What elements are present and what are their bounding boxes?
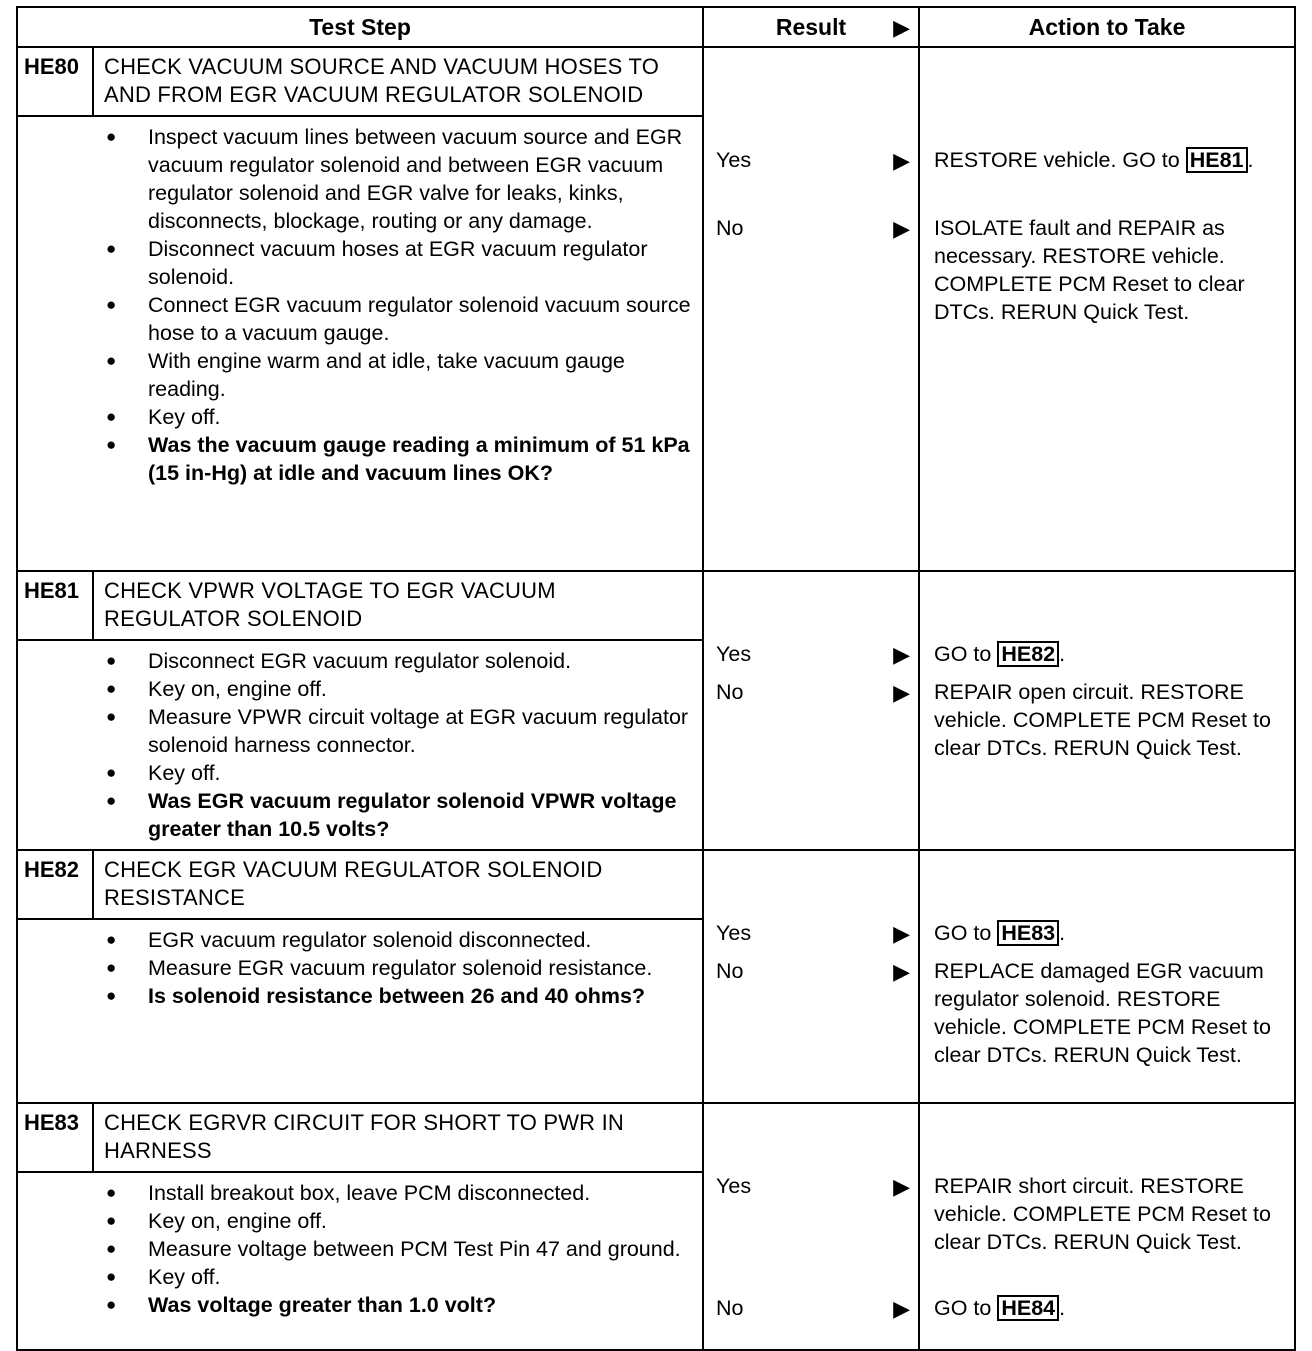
instruction-item: ● Connect EGR vacuum regulator solenoid vacuum source hose to a vacuum gauge. [106,291,692,347]
test-row [17,571,1295,850]
instruction-item: ● Key off. [106,1263,692,1291]
instruction-item: ● EGR vacuum regulator solenoid disconnected. [106,926,692,954]
result-option [716,1296,910,1321]
action-text [934,214,1288,326]
action-instruction: RESTORE vehicle. GO to [934,148,1186,172]
result-option [716,680,910,705]
result-option [716,921,910,946]
result-option [716,216,910,241]
step-reference-link[interactable]: HE82 [997,641,1059,667]
action-instruction: ISOLATE fault and REPAIR as necessary. RESTORE vehicle. COMPLETE PCM Reset to clear DTCs. RERUN Quick Test. [934,216,1245,324]
action-instruction: GO to [934,921,998,945]
step-id: HE82 [18,851,94,918]
step-instructions [18,1173,702,1325]
step-question: ● Is solenoid resistance between 26 and 40 ohms? [106,982,692,1010]
action-instruction: REPAIR open circuit. RESTORE vehicle. COMPLETE PCM Reset to clear DTCs. RERUN Quick Test. [934,680,1271,760]
step-reference-link[interactable]: HE83 [997,920,1059,946]
result-cell [703,571,919,850]
instruction-item: ● Measure VPWR circuit voltage at EGR vacuum regulator solenoid harness connector. [106,703,692,759]
instruction-item: ● Key off. [106,403,692,431]
step-header [18,1104,702,1173]
step-header [18,851,702,920]
action-text [934,640,1288,668]
step-instructions [18,920,702,1016]
result-label: Yes [716,148,752,172]
result-label: Yes [716,642,752,666]
instruction-item: ● Key on, engine off. [106,1207,692,1235]
step-title: CHECK EGR VACUUM REGULATOR SOLENOID RESISTANCE [104,857,603,910]
action-cell [919,571,1295,850]
test-procedure-table [16,6,1296,1351]
action-instruction: REPAIR short circuit. RESTORE vehicle. COMPLETE PCM Reset to clear DTCs. RERUN Quick Test. [934,1174,1271,1254]
instruction-item: ● With engine warm and at idle, take vacuum gauge reading. [106,347,692,403]
test-step-cell [17,1103,703,1350]
action-instruction: GO to [934,642,998,666]
result-label: Yes [716,1174,752,1198]
right-arrow-icon: ▶ [893,921,910,946]
result-header-label: Result [775,13,847,40]
action-text [934,1294,1288,1322]
step-header [18,572,702,641]
instruction-item: ● Disconnect EGR vacuum regulator solenoid. [106,647,692,675]
right-arrow-icon: ▶ [893,680,910,705]
right-arrow-icon: ▶ [893,15,910,40]
action-punctuation: . [1059,642,1066,666]
result-cell [703,47,919,571]
action-header: Action to Take [919,7,1295,47]
step-instructions [18,641,702,849]
instruction-item: ● Install breakout box, leave PCM disconnected. [106,1179,692,1207]
result-option [716,959,910,984]
action-text [934,1172,1288,1256]
action-instruction: REPLACE damaged EGR vacuum regulator solenoid. RESTORE vehicle. COMPLETE PCM Reset to clear DTCs. RERUN Quick Test. [934,959,1271,1067]
step-id: HE81 [18,572,94,639]
result-label: No [716,680,744,704]
step-id: HE83 [18,1104,94,1171]
step-reference-link[interactable]: HE81 [1186,147,1248,173]
result-cell [703,850,919,1103]
action-cell [919,850,1295,1103]
test-row [17,1103,1295,1350]
action-punctuation: . [1059,1296,1066,1320]
right-arrow-icon: ▶ [893,959,910,984]
right-arrow-icon: ▶ [893,642,910,667]
test-row [17,850,1295,1103]
step-id: HE80 [18,48,94,115]
step-question: ● Was EGR vacuum regulator solenoid VPWR voltage greater than 10.5 volts? [106,787,692,843]
instruction-item: ● Measure voltage between PCM Test Pin 47 and ground. [106,1235,692,1263]
step-question: ● Was the vacuum gauge reading a minimum of 51 kPa (15 in-Hg) at idle and vacuum lines OK? [106,431,692,487]
action-punctuation: . [1247,148,1254,172]
action-text [934,678,1288,762]
step-header [18,48,702,117]
test-step-cell [17,47,703,571]
result-label: No [716,216,744,240]
result-header [703,7,919,47]
result-label: No [716,1296,744,1320]
result-option [716,148,910,173]
test-step-cell [17,850,703,1103]
step-title: CHECK VACUUM SOURCE AND VACUUM HOSES TO AND FROM EGR VACUUM REGULATOR SOLENOID [104,54,660,107]
action-cell [919,1103,1295,1350]
instruction-item: ● Measure EGR vacuum regulator solenoid resistance. [106,954,692,982]
step-title: CHECK VPWR VOLTAGE TO EGR VACUUM REGULATOR SOLENOID [104,578,556,631]
test-step-header: Test Step [17,7,703,47]
right-arrow-icon: ▶ [893,1174,910,1199]
action-text [934,957,1288,1069]
instruction-item: ● Inspect vacuum lines between vacuum source and EGR vacuum regulator solenoid and between EGR vacuum regulator solenoid and EGR valve for leaks, kinks, disconnects, blockage, routing or any damage. [106,123,692,235]
step-reference-link[interactable]: HE84 [997,1295,1059,1321]
instruction-item: ● Key on, engine off. [106,675,692,703]
test-step-cell [17,571,703,850]
action-text [934,146,1288,174]
action-punctuation: . [1059,921,1066,945]
step-title: CHECK EGRVR CIRCUIT FOR SHORT TO PWR IN HARNESS [104,1110,624,1163]
result-label: No [716,959,744,983]
result-option [716,1174,910,1199]
test-row [17,47,1295,571]
table-header-row [17,7,1295,47]
step-instructions [18,117,702,493]
step-question: ● Was voltage greater than 1.0 volt? [106,1291,692,1319]
result-cell [703,1103,919,1350]
instruction-item: ● Disconnect vacuum hoses at EGR vacuum regulator solenoid. [106,235,692,291]
action-instruction: GO to [934,1296,998,1320]
instruction-item: ● Key off. [106,759,692,787]
result-option [716,642,910,667]
result-label: Yes [716,921,752,945]
right-arrow-icon: ▶ [893,148,910,173]
right-arrow-icon: ▶ [893,1296,910,1321]
test-procedure-sheet [16,6,1294,1351]
right-arrow-icon: ▶ [893,216,910,241]
action-text [934,919,1288,947]
action-cell [919,47,1295,571]
